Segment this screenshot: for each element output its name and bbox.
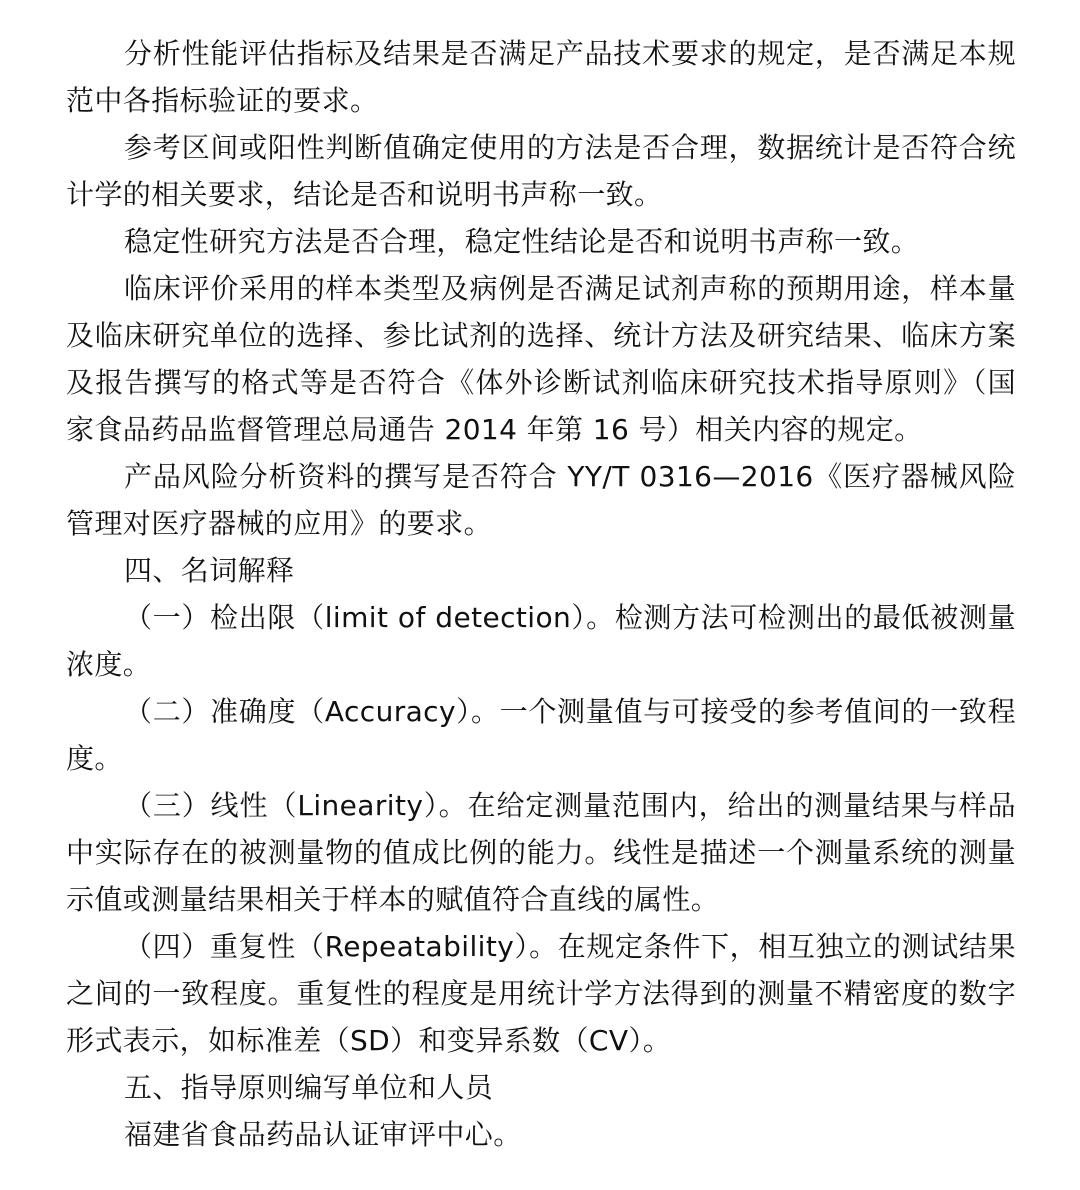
- authors-content: 福建省食品药品认证审评中心。: [124, 1118, 522, 1151]
- document-body: [66, 30, 1016, 1158]
- paragraph-stability: 稳定性研究方法是否合理，稳定性结论是否和说明书声称一致。: [124, 225, 920, 258]
- term-limit-of-detection: （一）检出限（limit of detection）。检测方法可检测出的最低被测量浓度。: [66, 601, 1016, 681]
- section-heading-authors: 五、指导原则编写单位和人员: [124, 1071, 494, 1104]
- term-linearity: （三）线性（Linearity）。在给定测量范围内，给出的测量结果与样品中实际存在的被测量物的值成比例的能力。线性是描述一个测量系统的测量示值或测量结果相关于样本的赋值符合直线的属性。: [66, 789, 1016, 916]
- paragraph-risk-analysis: 产品风险分析资料的撰写是否符合 YY/T 0316—2016《医疗器械风险管理对医疗器械的应用》的要求。: [66, 460, 1016, 540]
- paragraph-clinical-evaluation: 临床评价采用的样本类型及病例是否满足试剂声称的预期用途，样本量及临床研究单位的选择、参比试剂的选择、统计方法及研究结果、临床方案及报告撰写的格式等是否符合《体外诊断试剂临床研究技术指导原则》（国家食品药品监督管理总局通告 2014 年第 16 号）相关内容的规定。: [66, 272, 1016, 446]
- paragraph-reference-interval: 参考区间或阳性判断值确定使用的方法是否合理，数据统计是否符合统计学的相关要求，结论是否和说明书声称一致。: [66, 131, 1016, 211]
- paragraph-analytical-performance: 分析性能评估指标及结果是否满足产品技术要求的规定，是否满足本规范中各指标验证的要求。: [66, 37, 1016, 117]
- section-heading-glossary: 四、名词解释: [124, 554, 295, 587]
- term-repeatability: （四）重复性（Repeatability）。在规定条件下，相互独立的测试结果之间的一致程度。重复性的程度是用统计学方法得到的测量不精密度的数字形式表示，如标准差（SD）和变异系数（CV）。: [66, 930, 1016, 1057]
- term-accuracy: （二）准确度（Accuracy）。一个测量值与可接受的参考值间的一致程度。: [66, 695, 1016, 775]
